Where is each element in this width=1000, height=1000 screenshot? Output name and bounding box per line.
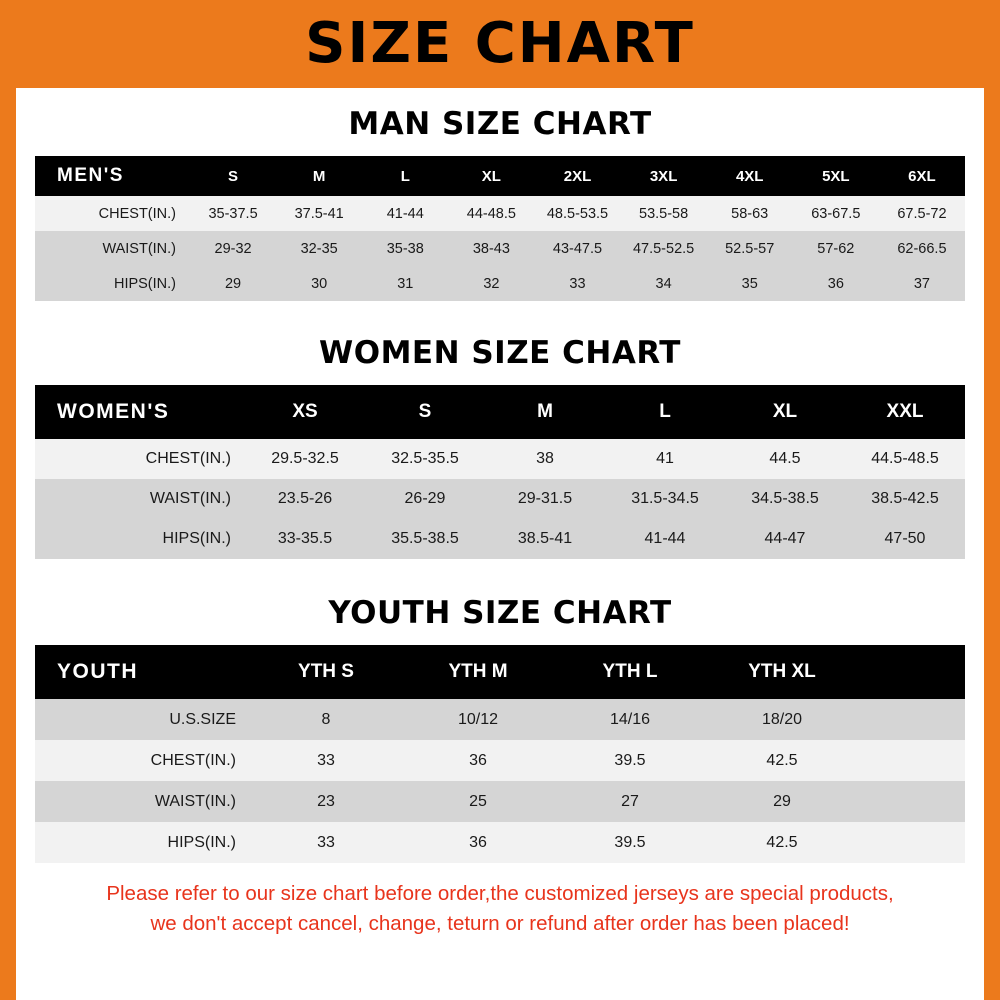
youth-col-header: YTH S: [250, 645, 402, 699]
men-cell: 35-38: [362, 231, 448, 266]
youth-row-label: HIPS(IN.): [35, 822, 250, 863]
youth-cell: 33: [250, 740, 402, 781]
youth-col-header: YTH XL: [706, 645, 858, 699]
men-cell: 47.5-52.5: [621, 231, 707, 266]
men-cell: 52.5-57: [707, 231, 793, 266]
table-row: [35, 781, 965, 822]
women-col-header: XXL: [845, 385, 965, 439]
table-row: [35, 439, 965, 479]
women-cell: 44.5: [725, 439, 845, 479]
youth-cell: 10/12: [402, 699, 554, 740]
women-col-header: L: [605, 385, 725, 439]
men-row-label: CHEST(IN.): [35, 196, 190, 231]
women-section-title: WOMEN SIZE CHART: [319, 335, 681, 371]
women-size-table: [35, 385, 965, 559]
table-row: [35, 231, 965, 266]
youth-cell: 36: [402, 822, 554, 863]
men-cell: 32: [448, 266, 534, 301]
youth-row-label: U.S.SIZE: [35, 699, 250, 740]
table-row: [35, 519, 965, 559]
women-cell: 44-47: [725, 519, 845, 559]
women-cell: 26-29: [365, 479, 485, 519]
table-header-row: [35, 156, 965, 196]
youth-col-header: YTH M: [402, 645, 554, 699]
youth-cell: 36: [402, 740, 554, 781]
women-cell: 34.5-38.5: [725, 479, 845, 519]
men-cell: 37: [879, 266, 965, 301]
content-area: [0, 88, 1000, 1000]
left-orange-rail: [0, 88, 16, 1000]
youth-cell: 23: [250, 781, 402, 822]
footer-note: [16, 863, 984, 948]
men-cell: 32-35: [276, 231, 362, 266]
men-cell: 35: [707, 266, 793, 301]
women-cell: 29-31.5: [485, 479, 605, 519]
youth-cell: 27: [554, 781, 706, 822]
youth-cell-spacer: [858, 822, 965, 863]
men-cell: 35-37.5: [190, 196, 276, 231]
men-col-header: 3XL: [621, 156, 707, 196]
women-col-header: XS: [245, 385, 365, 439]
men-cell: 53.5-58: [621, 196, 707, 231]
women-cell: 33-35.5: [245, 519, 365, 559]
youth-cell: 29: [706, 781, 858, 822]
youth-row-label: WAIST(IN.): [35, 781, 250, 822]
men-row-label: HIPS(IN.): [35, 266, 190, 301]
women-col-header: XL: [725, 385, 845, 439]
women-row-label-header: WOMEN'S: [35, 385, 245, 439]
men-section-title: MAN SIZE CHART: [348, 106, 652, 142]
men-table-head: [35, 156, 965, 196]
men-cell: 48.5-53.5: [534, 196, 620, 231]
women-col-header: M: [485, 385, 605, 439]
men-cell: 36: [793, 266, 879, 301]
women-cell: 38: [485, 439, 605, 479]
men-table-body: [35, 196, 965, 301]
women-cell: 47-50: [845, 519, 965, 559]
men-col-header: XL: [448, 156, 534, 196]
youth-section-title: YOUTH SIZE CHART: [328, 595, 672, 631]
women-row-label: CHEST(IN.): [35, 439, 245, 479]
men-cell: 29: [190, 266, 276, 301]
women-cell: 31.5-34.5: [605, 479, 725, 519]
youth-cell: 18/20: [706, 699, 858, 740]
women-cell: 29.5-32.5: [245, 439, 365, 479]
right-orange-rail: [984, 88, 1000, 1000]
footer-note-line-2: we don't accept cancel, change, teturn or refund after order has been placed!: [150, 911, 850, 935]
women-cell: 44.5-48.5: [845, 439, 965, 479]
table-header-row: [35, 645, 965, 699]
men-cell: 67.5-72: [879, 196, 965, 231]
women-cell: 23.5-26: [245, 479, 365, 519]
men-cell: 43-47.5: [534, 231, 620, 266]
table-header-row: [35, 385, 965, 439]
footer-note-line-1: Please refer to our size chart before order,the customized jerseys are special products,: [106, 882, 894, 905]
men-cell: 62-66.5: [879, 231, 965, 266]
youth-cell-spacer: [858, 740, 965, 781]
men-cell: 30: [276, 266, 362, 301]
youth-cell: 42.5: [706, 822, 858, 863]
youth-cell: 39.5: [554, 740, 706, 781]
men-cell: 33: [534, 266, 620, 301]
men-cell: 37.5-41: [276, 196, 362, 231]
women-row-label: HIPS(IN.): [35, 519, 245, 559]
men-col-header: S: [190, 156, 276, 196]
header-bar: [0, 0, 1000, 88]
table-row: [35, 266, 965, 301]
women-cell: 32.5-35.5: [365, 439, 485, 479]
youth-cell: 14/16: [554, 699, 706, 740]
youth-cell-spacer: [858, 781, 965, 822]
women-row-label: WAIST(IN.): [35, 479, 245, 519]
youth-cell-spacer: [858, 699, 965, 740]
youth-col-header: YTH L: [554, 645, 706, 699]
men-cell: 57-62: [793, 231, 879, 266]
men-cell: 31: [362, 266, 448, 301]
women-cell: 41: [605, 439, 725, 479]
men-size-table: [35, 156, 965, 301]
women-cell: 38.5-42.5: [845, 479, 965, 519]
women-cell: 41-44: [605, 519, 725, 559]
women-table-head: [35, 385, 965, 439]
youth-table-head: [35, 645, 965, 699]
youth-row-label: CHEST(IN.): [35, 740, 250, 781]
men-col-header: 5XL: [793, 156, 879, 196]
women-col-header: S: [365, 385, 485, 439]
women-table-body: [35, 439, 965, 559]
men-col-header: 2XL: [534, 156, 620, 196]
table-row: [35, 740, 965, 781]
men-row-label-header: MEN'S: [35, 156, 190, 196]
men-col-header: 4XL: [707, 156, 793, 196]
table-row: [35, 479, 965, 519]
youth-row-label-header: YOUTH: [35, 645, 250, 699]
youth-cell: 8: [250, 699, 402, 740]
youth-cell: 25: [402, 781, 554, 822]
men-row-label: WAIST(IN.): [35, 231, 190, 266]
youth-cell: 42.5: [706, 740, 858, 781]
table-row: [35, 822, 965, 863]
table-row: [35, 699, 965, 740]
youth-cell: 39.5: [554, 822, 706, 863]
women-cell: 35.5-38.5: [365, 519, 485, 559]
men-cell: 29-32: [190, 231, 276, 266]
table-row: [35, 196, 965, 231]
men-cell: 58-63: [707, 196, 793, 231]
men-col-header: M: [276, 156, 362, 196]
men-col-header: 6XL: [879, 156, 965, 196]
youth-col-header-spacer: [858, 645, 965, 699]
women-cell: 38.5-41: [485, 519, 605, 559]
men-cell: 41-44: [362, 196, 448, 231]
youth-table-body: [35, 699, 965, 863]
page-title: SIZE CHART: [305, 11, 695, 76]
men-cell: 63-67.5: [793, 196, 879, 231]
men-cell: 34: [621, 266, 707, 301]
men-cell: 44-48.5: [448, 196, 534, 231]
youth-size-table: [35, 645, 965, 863]
youth-cell: 33: [250, 822, 402, 863]
men-col-header: L: [362, 156, 448, 196]
men-cell: 38-43: [448, 231, 534, 266]
